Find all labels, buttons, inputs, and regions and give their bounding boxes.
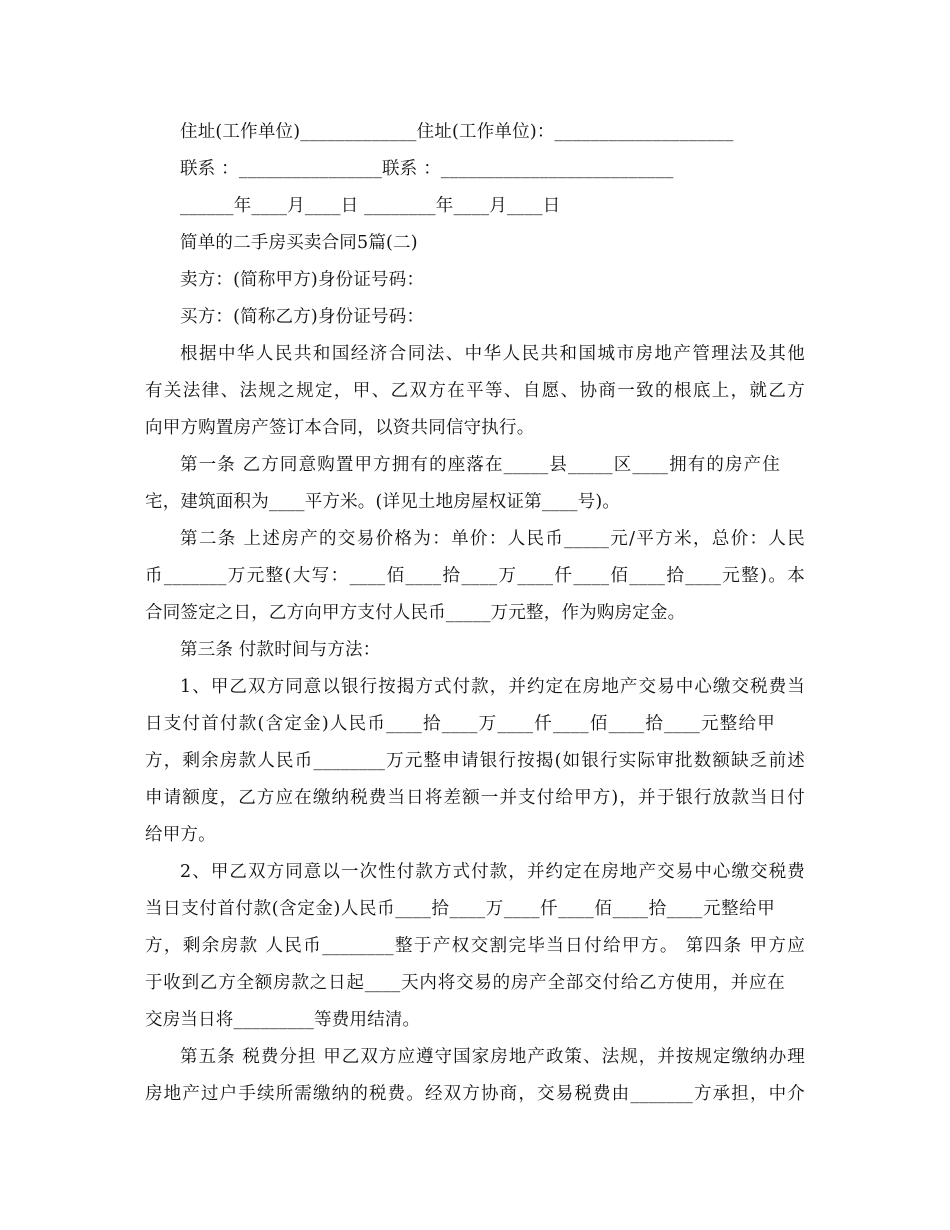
section-title: 简单的二手房买卖合同5篇(二): [180, 233, 418, 253]
address-signature-line: 住址(工作单位)_____________住址(工作单位)：____________________: [180, 122, 734, 142]
article-3-item1-line: 给甲方。: [145, 825, 216, 845]
date-signature-line: ______年____月____日 ________年____月____日: [180, 196, 561, 216]
article-1-line: 宅，建筑面积为____平方米。(详见土地房屋权证第____号)。: [145, 492, 621, 512]
buyer-line: 买方：(简称乙方)身份证号码：: [180, 307, 425, 327]
article-3-item2-line: 方，剩余房款 人民币________整于产权交割完毕当日付给甲方。 第四条 甲方应: [145, 936, 805, 956]
article-4-line: 于收到乙方全额房款之日起____天内将交易的房产全部交付给乙方使用，并应在: [145, 973, 785, 993]
article-2-line: 币_______万元整(大写：____佰____拾____万____仟____佰____拾____元整)。本: [145, 566, 805, 586]
article-3-heading: 第三条 付款时间与方法：: [180, 640, 381, 660]
article-2-line: 第二条 上述房产的交易价格为：单价：人民币_____元/平方米，总价：人民: [180, 529, 805, 549]
article-3-item2-line: 2、甲乙双方同意以一次性付款方式付款，并约定在房地产交易中心缴交税费: [180, 862, 805, 882]
article-3-item1-line: 1、甲乙双方同意以银行按揭方式付款，并约定在房地产交易中心缴交税费当: [180, 677, 805, 697]
article-3-item1-line: 日支付首付款(含定金)人民币____拾____万____仟____佰____拾____元整给甲: [145, 714, 775, 734]
seller-line: 卖方：(简称甲方)身份证号码：: [180, 270, 425, 290]
paragraph-line: 有关法律、法规之规定，甲、乙双方在平等、自愿、协商一致的根底上，就乙方: [145, 381, 805, 401]
article-4-line: 交房当日将_________等费用结清。: [145, 1010, 421, 1030]
article-1-line: 第一条 乙方同意购置甲方拥有的座落在_____县_____区____拥有的房产住: [180, 455, 780, 475]
contact-signature-line: 联系 ：________________联系 ：__________________________: [180, 159, 674, 179]
article-5-line: 房地产过户手续所需缴纳的税费。经双方协商，交易税费由_______方承担，中介: [145, 1084, 805, 1104]
article-3-item1-line: 申请额度，乙方应在缴纳税费当日将差额一并支付给甲方)，并于银行放款当日付: [145, 788, 805, 808]
article-3-item2-line: 当日支付首付款(含定金)人民币____拾____万____仟____佰____拾____元整给甲: [145, 899, 775, 919]
article-3-item1-line: 方，剩余房款人民币________万元整申请银行按揭(如银行实际审批数额缺乏前述: [145, 751, 805, 771]
paragraph-line: 向甲方购置房产签订本合同，以资共同信守执行。: [145, 418, 535, 438]
paragraph-line: 根据中华人民共和国经济合同法、中华人民共和国城市房地产管理法及其他: [180, 344, 805, 364]
article-5-line: 第五条 税费分担 甲乙双方应遵守国家房地产政策、法规，并按规定缴纳办理: [180, 1047, 805, 1067]
article-2-line: 合同签定之日，乙方向甲方支付人民币_____万元整，作为购房定金。: [145, 603, 686, 623]
